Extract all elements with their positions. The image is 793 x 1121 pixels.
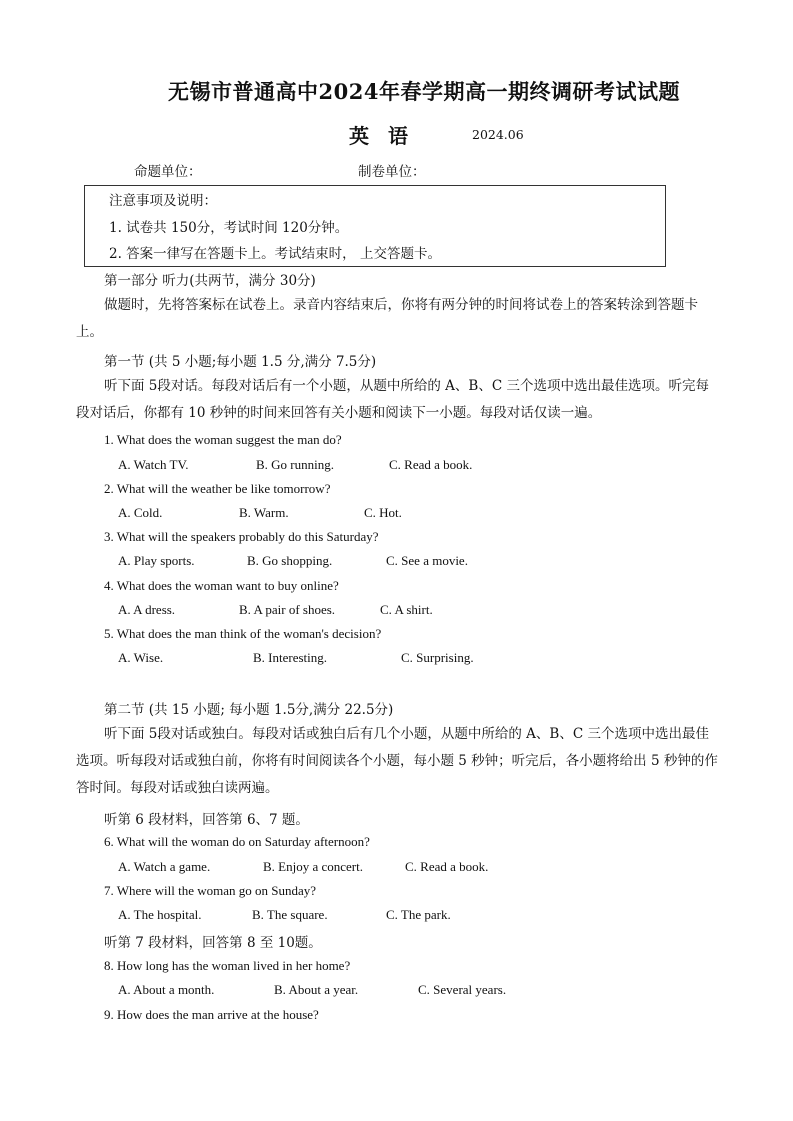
option-c: C. Read a book.: [389, 457, 473, 472]
notice-item: 1. 试卷共 150分，考试时间 120分钟。: [109, 220, 349, 236]
option-a: A. About a month.: [118, 982, 215, 997]
option-a: A. Play sports.: [118, 553, 195, 568]
option-a: A. Watch a game.: [118, 859, 211, 874]
option-b: B. Go running.: [256, 457, 334, 472]
option-a: A. A dress.: [118, 602, 176, 617]
option-a: A. Cold.: [118, 505, 163, 520]
question-9: 9. How does the man arrive at the house?: [104, 1007, 319, 1022]
question-2: 2. What will the weather be like tomorrow?: [104, 481, 331, 496]
option-c: C. A shirt.: [380, 602, 433, 617]
option-a: A. The hospital.: [118, 907, 202, 922]
section1-instruction-text: 听下面 5段对话。每段对话后有一个小题，从题中所给的 A、B、C 三个选项中选出最佳选项。听完每段对话后，你都有 10 秒钟的时间来回答有关小题和阅读下一小题。每段对话仅读一遍。: [76, 378, 709, 421]
option-b: B. Enjoy a concert.: [263, 859, 363, 874]
part1-heading: 第一部分 听力(共两节，满分 30分): [104, 273, 316, 289]
exam-title: 无锡市普通高中2024年春学期高一期终调研考试试题: [168, 79, 680, 104]
question-8: 8. How long has the woman lived in her home?: [104, 958, 351, 973]
option-b: B. Warm.: [239, 505, 289, 520]
notice-item: 2. 答案一律写在答题卡上。考试结束时， 上交答题卡。: [109, 246, 441, 262]
question-1: 1. What does the woman suggest the man do?: [104, 432, 342, 447]
option-b: B. Go shopping.: [247, 553, 333, 568]
question-5: 5. What does the man think of the woman's decision?: [104, 626, 382, 641]
option-c: C. Several years.: [418, 982, 507, 997]
section1-heading: 第一节 (共 5 小题;每小题 1.5 分,满分 7.5分): [104, 354, 377, 370]
question-7: 7. Where will the woman go on Sunday?: [104, 883, 317, 898]
option-c: C. Surprising.: [401, 650, 474, 665]
section1-instruction: [76, 373, 720, 427]
option-c: C. Hot.: [364, 505, 402, 520]
option-b: B. Interesting.: [253, 650, 328, 665]
subject-label: 英 语: [349, 124, 414, 148]
option-a: A. Watch TV.: [118, 457, 189, 472]
material-6-heading: 听第 6 段材料，回答第 6、7 题。: [104, 812, 309, 828]
section2-instruction-text: 听下面 5段对话或独白。每段对话或独白后有几个小题，从题中所给的 A、B、C 三个选项中选出最佳选项。听每段对话或独白前，你将有时间阅读各个小题，每小题 5 秒钟；听完后，各小题将给出 5 秒钟的作答时间。每段对话或独白读两遍。: [76, 726, 718, 796]
section2-instruction: [76, 721, 720, 802]
question-4: 4. What does the woman want to buy online?: [104, 578, 339, 593]
maker-label: 制卷单位：: [358, 164, 426, 180]
option-b: B. A pair of shoes.: [239, 602, 336, 617]
option-c: C. The park.: [386, 907, 451, 922]
option-b: B. The square.: [252, 907, 328, 922]
notice-title: 注意事项及说明：: [109, 193, 217, 209]
part1-instruction-text: 做题时，先将答案标在试卷上。录音内容结束后，你将有两分钟的时间将试卷上的答案转涂到答题卡上。: [76, 297, 698, 340]
part1-instruction: [76, 292, 720, 346]
question-3: 3. What will the speakers probably do this Saturday?: [104, 529, 379, 544]
option-b: B. About a year.: [274, 982, 359, 997]
material-7-heading: 听第 7 段材料，回答第 8 至 10题。: [104, 935, 322, 951]
section2-heading: 第二节 (共 15 小题; 每小题 1.5分,满分 22.5分): [104, 702, 394, 718]
proposer-label: 命题单位：: [134, 164, 202, 180]
notice-box: [84, 185, 666, 267]
option-c: C. Read a book.: [405, 859, 489, 874]
option-c: C. See a movie.: [386, 553, 468, 568]
option-a: A. Wise.: [118, 650, 164, 665]
question-6: 6. What will the woman do on Saturday afternoon?: [104, 834, 370, 849]
exam-date: 2024.06: [472, 127, 524, 142]
